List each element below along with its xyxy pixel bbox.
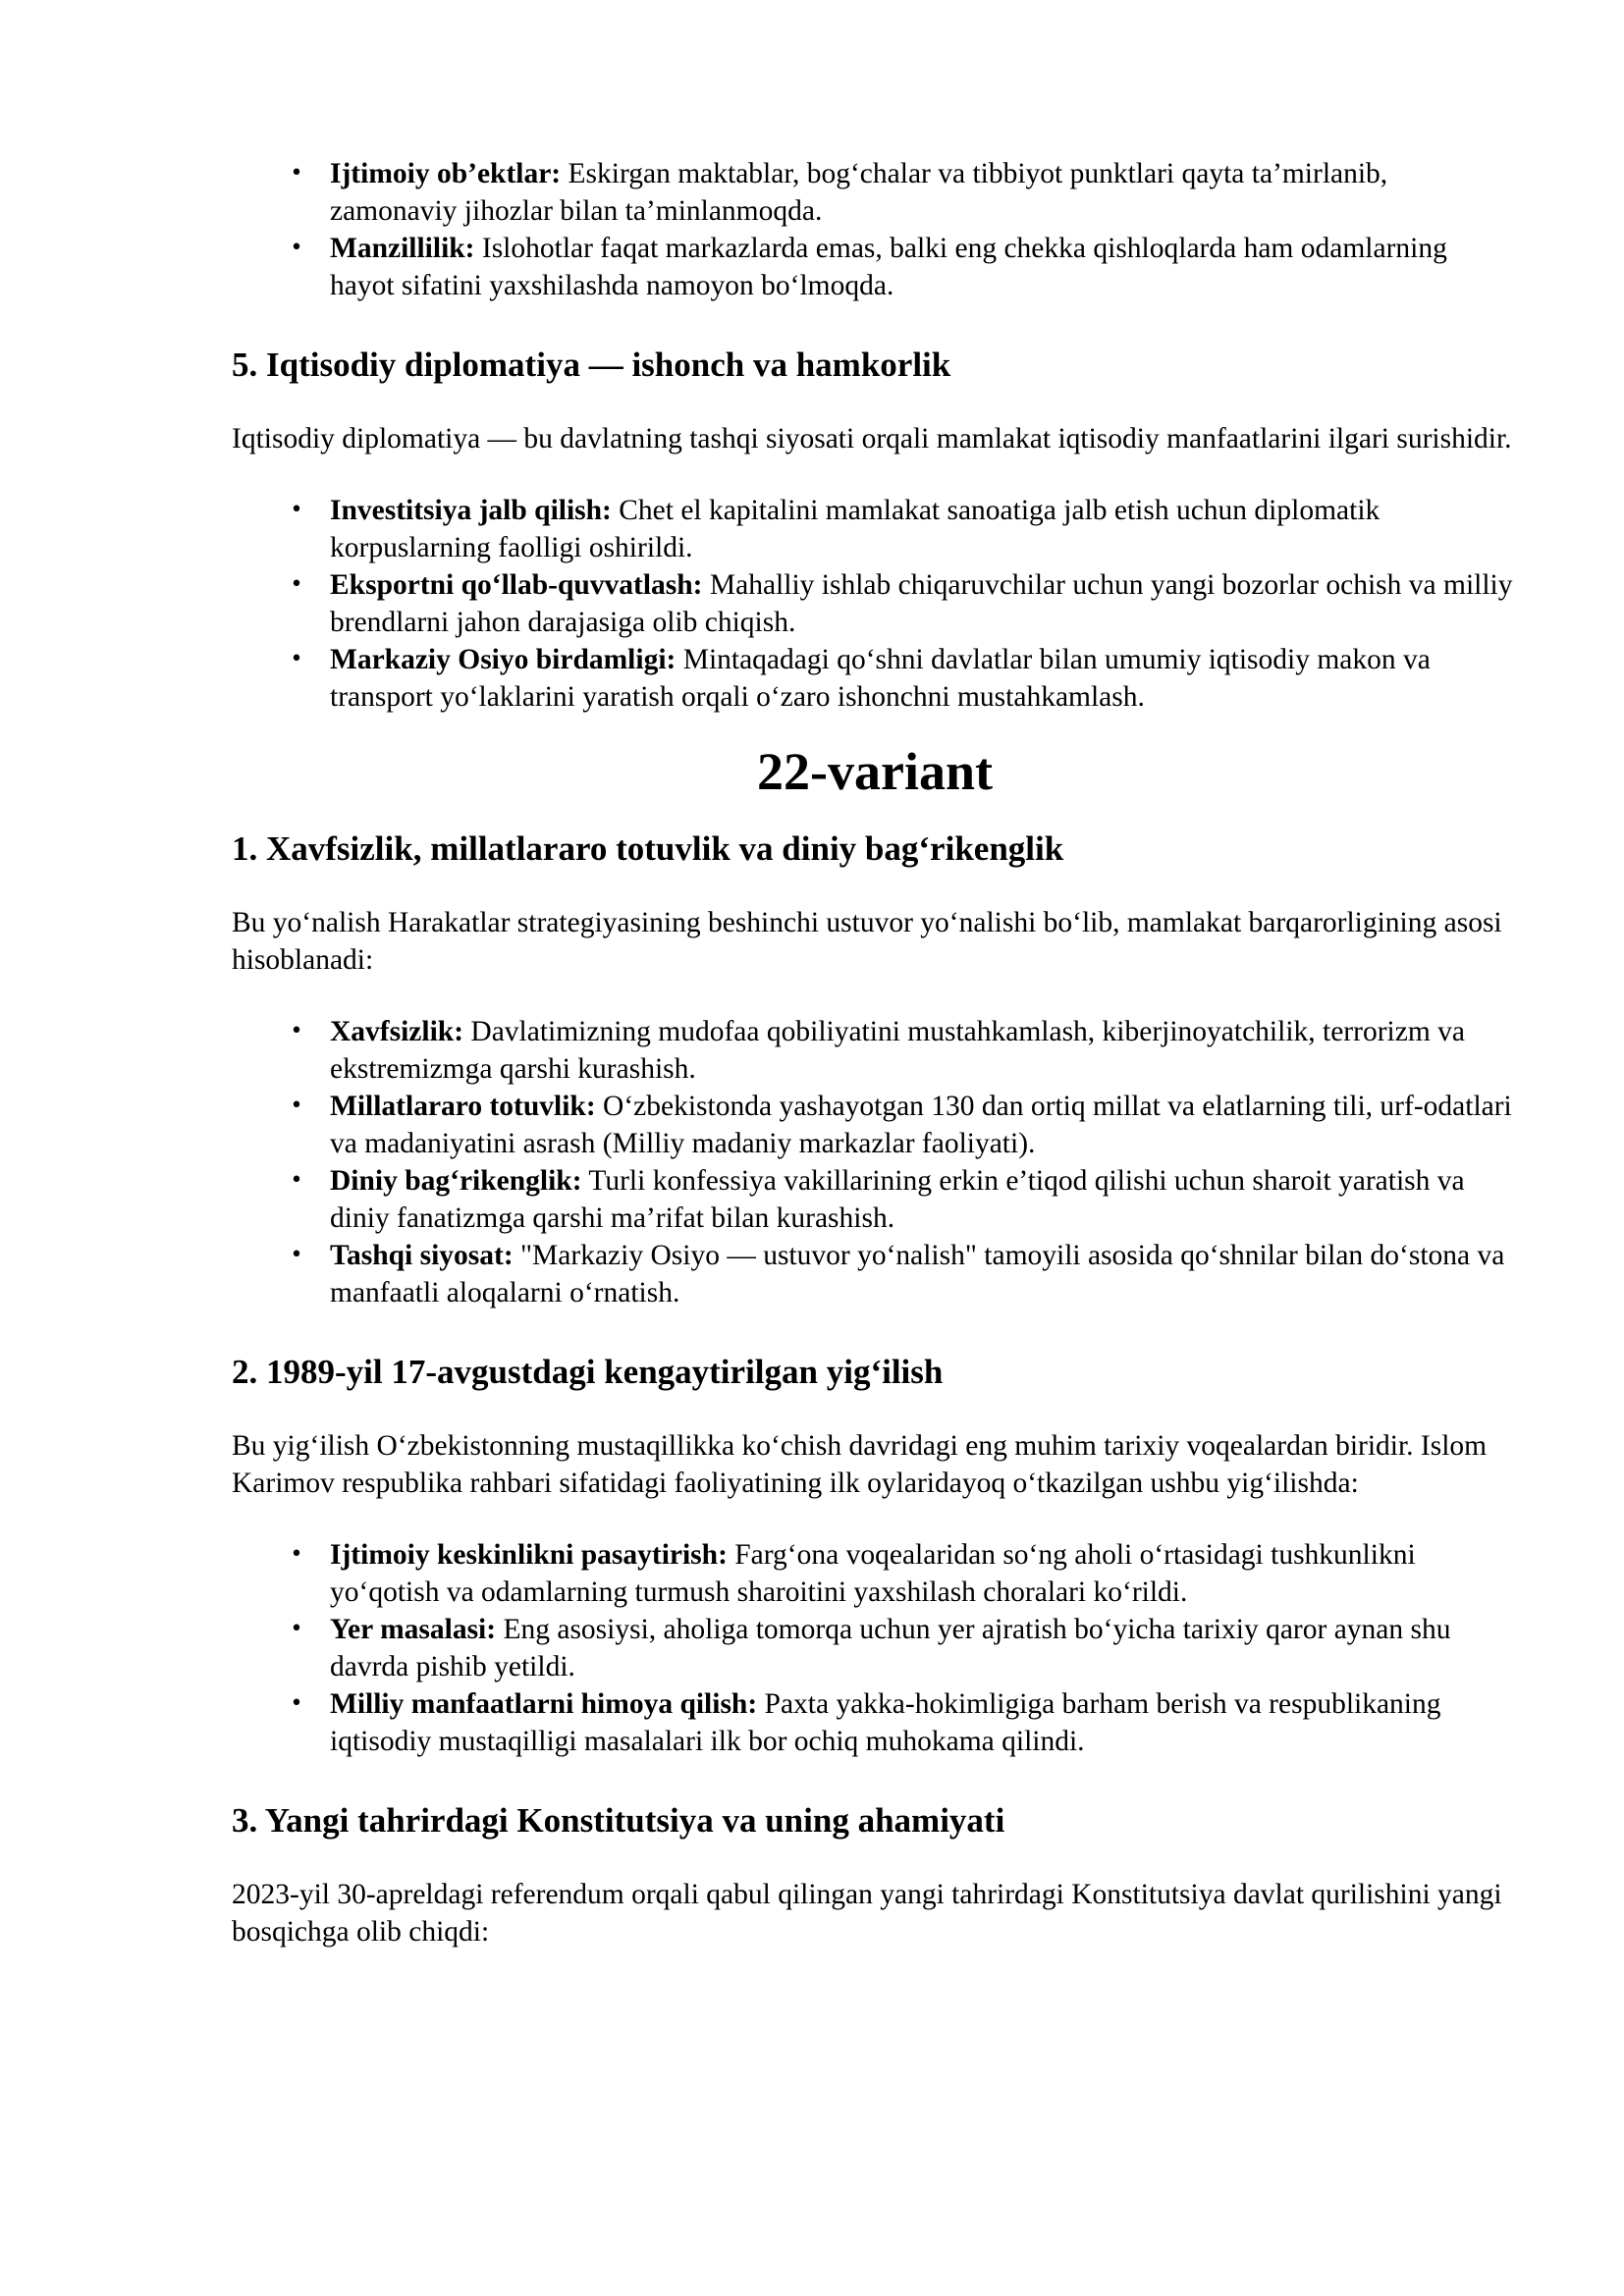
section-intro: Bu yo‘nalish Harakatlar strategiyasining beshinchi ustuvor yo‘nalishi bo‘lib, mamlakat barqarorligining asosi hisoblanadi: [232,907,1502,976]
document-body [232,155,1518,1950]
bullet-icon: • [290,1691,303,1716]
item-term: Milliy manfaatlarni himoya qilish: [330,1688,758,1720]
bullet-icon: • [290,1019,303,1043]
item-text: Eskirgan maktablar, bog‘chalar va tibbiyot punktlari qayta ta’mirlanib, zamonaviy jihozlar bilan ta’minlanmoqda. [330,158,1388,227]
section-heading-economic-diplomacy: 5. Iqtisodiy diplomatiya — ishonch va hamkorlik [232,346,951,384]
list-item [232,492,1518,566]
list-item [232,1162,1518,1237]
section-intro: Iqtisodiy diplomatiya — bu davlatning tashqi siyosati orqali mamlakat iqtisodiy manfaatlarini ilgari surishidir. [232,423,1512,454]
item-term: Tashqi siyosat: [330,1240,514,1271]
item-text: Farg‘ona voqealaridan so‘ng aholi o‘rtasidagi tushkunlikni yo‘qotish va odamlarning turmush sharoitini yaxshilash choralari ko‘rildi. [330,1539,1416,1608]
security-list [232,1013,1518,1311]
list-item [232,641,1518,716]
variant-title: 22-variant [757,742,993,801]
item-term: Diniy bag‘rikenglik: [330,1165,582,1197]
bullet-icon: • [290,647,303,671]
item-text: "Markaziy Osiyo — ustuvor yo‘nalish" tamoyili asosida qo‘shnilar bilan do‘stona va manfaatli aloqalarni o‘rnatish. [330,1240,1505,1308]
list-item [232,230,1518,304]
item-term: Ijtimoiy keskinlikni pasaytirish: [330,1539,728,1571]
bullet-icon: • [290,1168,303,1193]
item-term: Markaziy Osiyo birdamligi: [330,644,677,675]
item-term: Eksportni qo‘llab-quvvatlash: [330,569,703,601]
item-text: Mahalliy ishlab chiqaruvchilar uchun yangi bozorlar ochish va milliy brendlarni jahon darajasiga olib chiqish. [330,569,1513,638]
item-term: Ijtimoiy ob’ektlar: [330,158,562,189]
section-intro: Bu yig‘ilish O‘zbekistonning mustaqillikka ko‘chish davridagi eng muhim tarixiy voqealardan biridir. Islom Karimov respublika rahbari sifatidagi faoliyatining ilk oylaridayoq o‘tkazilgan ushbu yig‘ilishda: [232,1430,1488,1499]
bullet-icon: • [290,498,303,522]
section-heading-1989-meeting: 2. 1989-yil 17-avgustdagi kengaytirilgan yig‘ilish [232,1353,944,1391]
item-term: Yer masalasi: [330,1614,497,1645]
section-heading-constitution: 3. Yangi tahrirdagi Konstitutsiya va uning ahamiyati [232,1801,1005,1840]
list-item [232,155,1518,230]
bullet-icon: • [290,1094,303,1118]
bullet-icon: • [290,1243,303,1267]
item-text: Turli konfessiya vakillarining erkin e’tiqod qilishi uchun sharoit yaratish va diniy fanatizmga qarshi ma’rifat bilan kurashish. [330,1165,1465,1234]
item-text: Chet el kapitalini mamlakat sanoatiga jalb etish uchun diplomatik korpuslarning faolligi oshirildi. [330,495,1380,563]
item-text: Paxta yakka-hokimligiga barham berish va respublikaning iqtisodiy mustaqilligi masalalari ilk bor ochiq muhokama qilindi. [330,1688,1441,1757]
bullet-icon: • [290,161,303,186]
list-item [232,566,1518,641]
section-heading-security: 1. Xavfsizlik, millatlararo totuvlik va diniy bag‘rikenglik [232,829,1064,868]
top-bullet-list [232,155,1518,304]
list-item [232,1088,1518,1162]
list-item [232,1237,1518,1311]
bullet-icon: • [290,236,303,260]
bullet-icon: • [290,572,303,597]
item-text: Eng asosiysi, aholiga tomorqa uchun yer ajratish bo‘yicha tarixiy qaror aynan shu davrda pishib yetildi. [330,1614,1451,1682]
section-intro: 2023-yil 30-apreldagi referendum orqali qabul qilingan yangi tahrirdagi Konstitutsiya davlat qurilishini yangi bosqichga olib chiqdi: [232,1879,1502,1948]
item-term: Millatlararo totuvlik: [330,1091,596,1122]
list-item [232,1611,1518,1685]
economic-diplomacy-list [232,492,1518,716]
list-item [232,1685,1518,1760]
list-item [232,1536,1518,1611]
item-text: Mintaqadagi qo‘shni davlatlar bilan umumiy iqtisodiy makon va transport yo‘laklarini yaratish orqali o‘zaro ishonchni mustahkamlash. [330,644,1431,713]
item-text: Davlatimizning mudofaa qobiliyatini mustahkamlash, kiberjinoyatchilik, terrorizm va ekstremizmga qarshi kurashish. [330,1016,1465,1085]
meeting-list [232,1536,1518,1760]
item-text: O‘zbekistonda yashayotgan 130 dan ortiq millat va elatlarning tili, urf-odatlari va madaniyatini asrash (Milliy madaniy markazlar faoliyati). [330,1091,1512,1159]
item-text: Islohotlar faqat markazlarda emas, balki eng chekka qishloqlarda ham odamlarning hayot sifatini yaxshilashda namoyon bo‘lmoqda. [330,233,1447,301]
list-item [232,1013,1518,1088]
item-term: Manzillilik: [330,233,475,264]
bullet-icon: • [290,1617,303,1641]
bullet-icon: • [290,1542,303,1567]
item-term: Xavfsizlik: [330,1016,464,1047]
item-term: Investitsiya jalb qilish: [330,495,612,526]
